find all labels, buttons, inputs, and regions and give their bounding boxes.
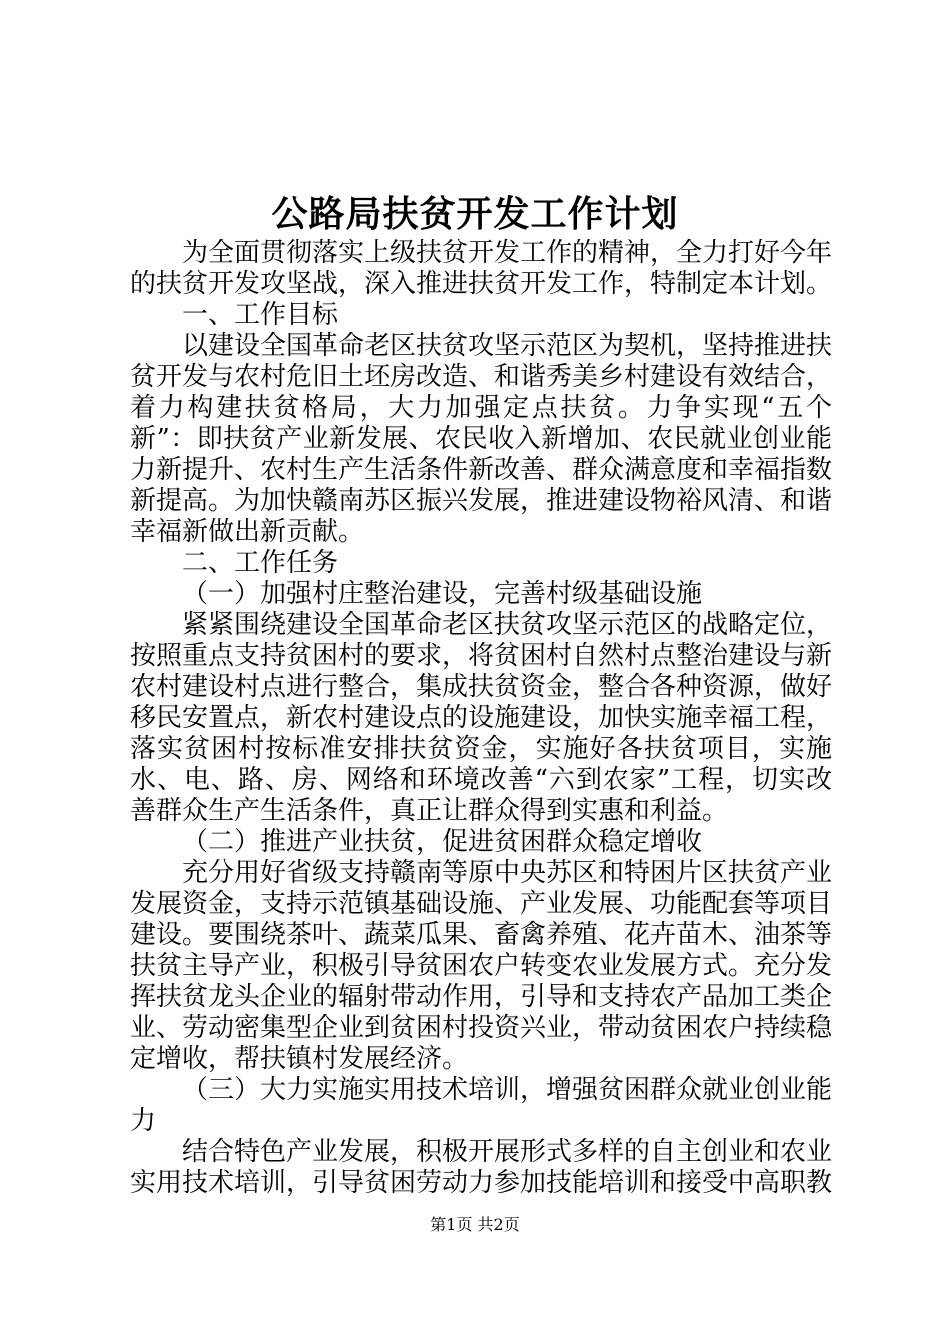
paragraph-intro: 为全面贯彻落实上级扶贫开发工作的精神，全力打好今年的扶贫开发攻坚战，深入推进扶贫开发工作，特制定本计划。 xyxy=(130,238,833,299)
section-heading-goals: 一、工作目标 xyxy=(182,300,339,330)
paragraph-task-2: 充分用好省级支持赣南等原中央苏区和特困片区扶贫产业发展资金，支持示范镇基础设施、产业发展、功能配套等项目建设。要围绕茶叶、蔬菜瓜果、畜禽养殖、花卉苗木、油茶等扶贫主导产业，积极引导贫困农户转变农业发展方式。充分发挥扶贫龙头企业的辐射带动作用，引导和支持农产品加工类企业、劳动密集型企业到贫困村投资兴业，带动贫困农户持续稳定增收，帮扶镇村发展经济。 xyxy=(130,858,833,1074)
paragraph-task-3: 结合特色产业发展，积极开展形式多样的自主创业和农业实用技术培训，引导贫困劳动力参加技能培训和接受中高职教 xyxy=(130,1137,833,1198)
document-title: 公路局扶贫开发工作计划 xyxy=(271,194,679,235)
document-body xyxy=(130,238,832,1199)
subheading-task-3: （三）大力实施实用技术培训，增强贫困群众就业创业能力 xyxy=(130,1075,833,1136)
subheading-task-2: （二）推进产业扶贫，促进贫困群众稳定增收 xyxy=(182,827,703,857)
paragraph-task-1: 紧紧围绕建设全国革命老区扶贫攻坚示范区的战略定位，按照重点支持贫困村的要求，将贫困村自然村点整治建设与新农村建设村点进行整合，集成扶贫资金，整合各种资源，做好移民安置点，新农村建设点的设施建设，加快实施幸福工程，落实贫困村按标准安排扶贫资金，实施好各扶贫项目，实施水、电、路、房、网络和环境改善“六到农家”工程，切实改善群众生产生活条件，真正让群众得到实惠和利益。 xyxy=(130,610,833,826)
subheading-task-1: （一）加强村庄整治建设，完善村级基础设施 xyxy=(182,579,703,609)
paragraph-goals: 以建设全国革命老区扶贫攻坚示范区为契机，坚持推进扶贫开发与农村危旧土坯房改造、和谐秀美乡村建设有效结合，着力构建扶贫格局，大力加强定点扶贫。力争实现“五个新”：即扶贫产业新发展、农民收入新增加、农民就业创业能力新提升、农村生产生活条件新改善、群众满意度和幸福指数新提高。为加快赣南苏区振兴发展，推进建设物裕风清、和谐幸福新做出新贡献。 xyxy=(130,331,833,547)
page-footer: 第1页 共2页 xyxy=(430,1215,520,1234)
section-heading-tasks: 二、工作任务 xyxy=(182,548,339,578)
